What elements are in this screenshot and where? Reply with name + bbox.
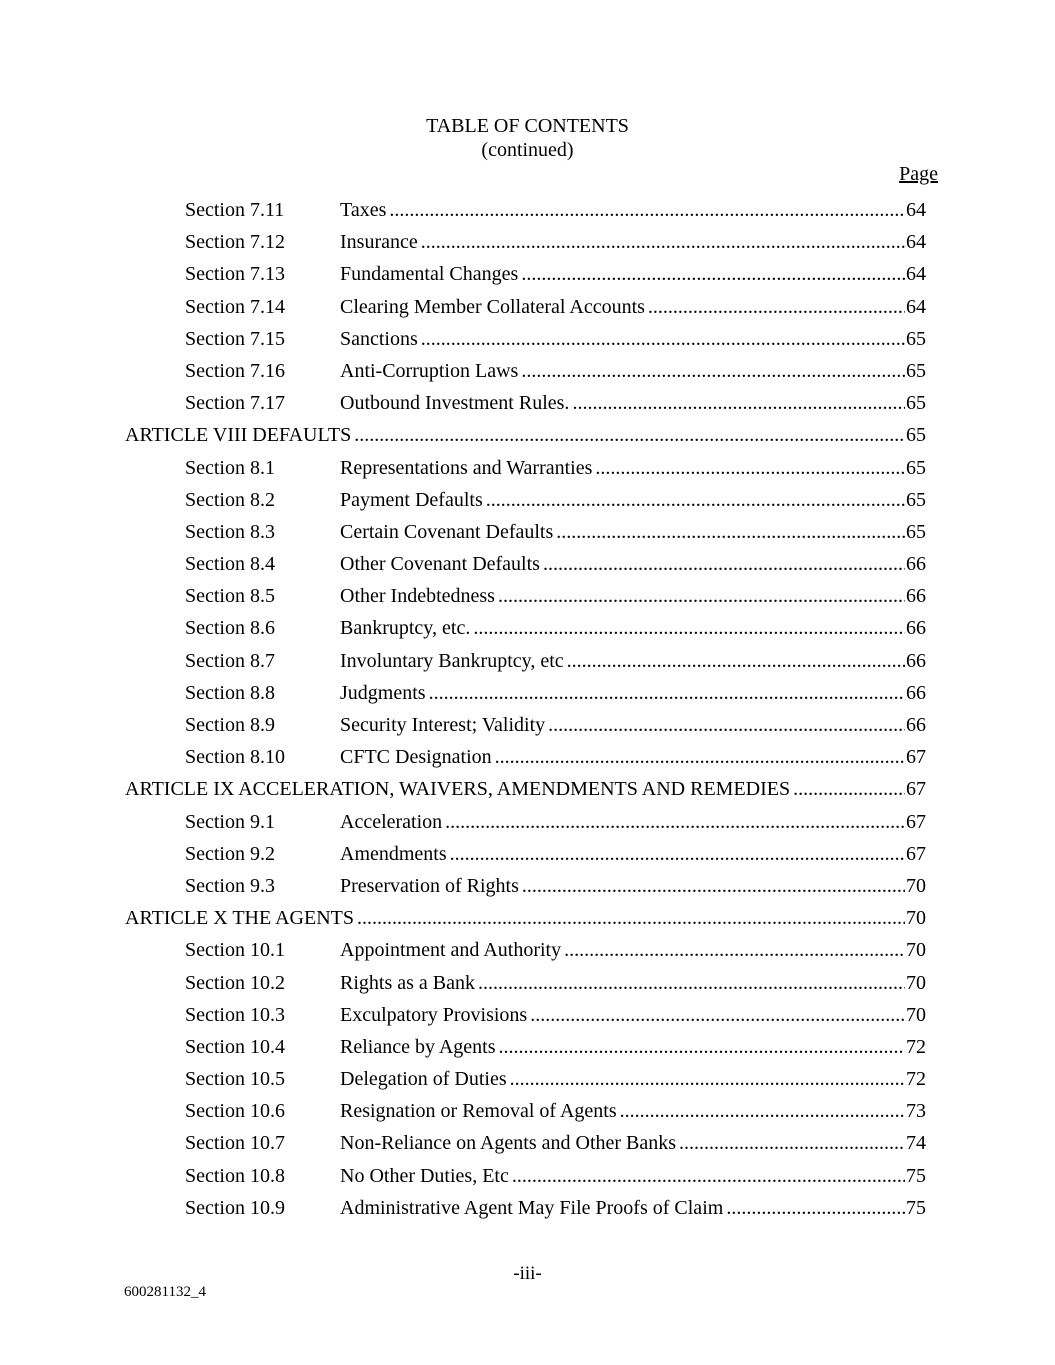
toc-entry (125, 870, 926, 902)
toc-leader-dots (567, 645, 905, 677)
toc-entry-title: Outbound Investment Rules. (340, 392, 570, 415)
toc-leader-dots (595, 452, 905, 484)
toc-entry-page-number: 72 (906, 1068, 926, 1091)
toc-leader-dots (512, 1160, 905, 1192)
toc-entry-section-label: Section 7.11 (185, 199, 285, 221)
toc-entry-page-number: 64 (906, 231, 926, 254)
toc-entry-page-number: 70 (906, 907, 926, 930)
toc-entry-title: Rights as a Bank (340, 971, 475, 994)
toc-entry-section-label: Section 10.4 (185, 1035, 285, 1058)
toc-entry (125, 709, 926, 741)
toc-entry-page-number: 65 (906, 359, 926, 382)
toc-entry-page-number: 70 (906, 971, 926, 994)
toc-entry (125, 1192, 926, 1224)
toc-entry (125, 355, 926, 387)
toc-entry-title: Bankruptcy, etc. (340, 617, 471, 640)
toc-leader-dots (548, 709, 905, 741)
toc-leader-dots (389, 194, 905, 226)
toc-entry (125, 902, 926, 934)
toc-entry-title: Other Covenant Defaults (340, 553, 540, 576)
toc-entry (125, 580, 926, 612)
toc-entry (125, 741, 926, 773)
toc-entry-page-number: 66 (906, 714, 926, 736)
toc-leader-dots (498, 580, 905, 612)
toc-entry-page-number: 75 (906, 1196, 926, 1219)
toc-leader-dots (521, 355, 905, 387)
toc-entry-page-number: 66 (906, 585, 926, 608)
toc-entry (125, 773, 926, 805)
toc-entry (125, 194, 926, 226)
toc-entry-page-number: 65 (906, 488, 926, 511)
toc-entry-title: Certain Covenant Defaults (340, 520, 554, 543)
footer-document-number: 600281132_4 (124, 1284, 206, 1300)
toc-leader-dots (572, 387, 905, 419)
toc-entry (125, 484, 926, 516)
toc-entry-title: Delegation of Duties (340, 1068, 507, 1091)
toc-entry (125, 1160, 926, 1192)
toc-leader-dots (421, 226, 905, 258)
toc-entry (125, 645, 926, 677)
toc-leader-dots (530, 999, 905, 1031)
toc-leader-dots (450, 838, 905, 870)
toc-leader-dots (499, 1031, 905, 1063)
toc-entry (125, 452, 926, 484)
toc-entry-section-label: Section 10.6 (185, 1100, 285, 1123)
toc-entry (125, 612, 926, 644)
toc-entry (125, 226, 926, 258)
toc-entry (125, 1031, 926, 1063)
toc-entry-section-label: Section 8.2 (185, 488, 275, 511)
toc-entry-title: Representations and Warranties (340, 456, 593, 479)
toc-entry-title: Exculpatory Provisions (340, 1003, 528, 1026)
toc-entry-page-number: 70 (906, 874, 926, 897)
toc-entry-page-number: 64 (906, 295, 926, 318)
toc-entry (125, 387, 926, 419)
toc-entry-title: Resignation or Removal of Agents (340, 1100, 617, 1123)
toc-leader-dots (445, 806, 905, 838)
toc-entry-title: CFTC Designation (340, 746, 492, 769)
toc-entry (125, 419, 926, 451)
document-header (0, 114, 1055, 162)
toc-subtitle: (continued) (481, 139, 574, 161)
toc-entry-title: Involuntary Bankruptcy, etc (340, 649, 564, 672)
toc-leader-dots (429, 677, 905, 709)
toc-leader-dots (793, 773, 905, 805)
toc-entry-section-label: Section 8.6 (185, 617, 275, 640)
toc-entry-page-number: 73 (906, 1100, 926, 1123)
toc-leader-dots (486, 484, 905, 516)
toc-entry-title: Acceleration (340, 810, 443, 833)
toc-entry-section-label: Section 8.4 (185, 553, 275, 576)
toc-entry-section-label: Section 8.5 (185, 585, 275, 608)
toc-entry-section-label: Section 10.5 (185, 1068, 285, 1091)
toc-leader-dots (726, 1192, 905, 1224)
toc-entry-page-number: 64 (906, 199, 926, 221)
toc-entry-title: Administrative Agent May File Proofs of Claim (340, 1196, 724, 1219)
toc-entry-title: Insurance (340, 231, 418, 254)
toc-entry-page-number: 74 (906, 1132, 926, 1155)
toc-entry-title: Taxes (340, 199, 387, 221)
toc-entry (125, 967, 926, 999)
toc-entry-page-number: 67 (906, 778, 926, 801)
toc-entry-page-number: 65 (906, 520, 926, 543)
toc-leader-dots (354, 419, 905, 451)
toc-entry-title: No Other Duties, Etc (340, 1164, 509, 1187)
toc-leader-dots (522, 870, 905, 902)
toc-entry-page-number: 66 (906, 553, 926, 576)
toc-entry-title: Clearing Member Collateral Accounts (340, 295, 645, 318)
toc-list (125, 194, 926, 1224)
toc-entry-section-label: Section 8.9 (185, 714, 275, 736)
toc-entry-section-label: Section 10.7 (185, 1132, 285, 1155)
toc-leader-dots (421, 323, 905, 355)
toc-entry-section-label: Section 10.9 (185, 1196, 285, 1219)
toc-entry (125, 291, 926, 323)
toc-entry-title: ARTICLE IX ACCELERATION, WAIVERS, AMENDMENTS AND REMEDIES (125, 778, 791, 801)
toc-entry (125, 999, 926, 1031)
toc-leader-dots (521, 258, 905, 290)
toc-entry-section-label: Section 10.8 (185, 1164, 285, 1187)
toc-entry-page-number: 67 (906, 842, 926, 865)
toc-entry-section-label: Section 9.1 (185, 810, 275, 833)
toc-entry-page-number: 66 (906, 681, 926, 704)
toc-entry-section-label: Section 8.3 (185, 520, 275, 543)
toc-entry (125, 516, 926, 548)
toc-entry-page-number: 67 (906, 746, 926, 769)
toc-entry-page-number: 65 (906, 392, 926, 415)
toc-entry (125, 1063, 926, 1095)
toc-entry-title: Other Indebtedness (340, 585, 495, 608)
toc-leader-dots (648, 291, 905, 323)
page-column-label: Page (899, 163, 938, 185)
toc-leader-dots (564, 934, 905, 966)
toc-entry-title: Reliance by Agents (340, 1035, 496, 1058)
toc-entry-page-number: 65 (906, 327, 926, 350)
toc-entry-section-label: Section 8.1 (185, 456, 275, 479)
toc-entry-section-label: Section 10.2 (185, 971, 285, 994)
toc-entry-title: Security Interest; Validity (340, 714, 546, 736)
toc-entry (125, 323, 926, 355)
toc-entry-page-number: 70 (906, 939, 926, 962)
toc-entry-section-label: Section 8.10 (185, 746, 285, 769)
toc-entry-page-number: 65 (906, 456, 926, 479)
toc-entry (125, 677, 926, 709)
toc-entry-title: Preservation of Rights (340, 874, 519, 897)
toc-entry-title: Anti-Corruption Laws (340, 359, 519, 382)
toc-entry (125, 806, 926, 838)
toc-entry (125, 258, 926, 290)
toc-entry-title: Judgments (340, 681, 426, 704)
toc-entry-page-number: 75 (906, 1164, 926, 1187)
toc-entry-page-number: 66 (906, 649, 926, 672)
toc-entry-section-label: Section 7.12 (185, 231, 285, 254)
toc-entry-section-label: Section 7.13 (185, 263, 285, 286)
toc-entry-title: Fundamental Changes (340, 263, 519, 286)
toc-entry (125, 934, 926, 966)
toc-entry-page-number: 66 (906, 617, 926, 640)
toc-leader-dots (478, 967, 905, 999)
toc-entry (125, 1095, 926, 1127)
toc-entry (125, 1127, 926, 1159)
toc-entry-title: Appointment and Authority (340, 939, 562, 962)
toc-entry-section-label: Section 7.17 (185, 392, 285, 415)
toc-title: TABLE OF CONTENTS (426, 115, 629, 137)
toc-entry-section-label: Section 7.15 (185, 327, 285, 350)
toc-entry-page-number: 72 (906, 1035, 926, 1058)
toc-entry-section-label: Section 10.3 (185, 1003, 285, 1026)
toc-leader-dots (495, 741, 905, 773)
toc-entry-title: Sanctions (340, 327, 418, 350)
toc-entry-section-label: Section 8.7 (185, 649, 275, 672)
toc-entry-section-label: Section 7.14 (185, 295, 285, 318)
toc-entry-page-number: 65 (906, 424, 926, 447)
footer-page-number: -iii- (513, 1263, 542, 1284)
toc-entry-section-label: Section 8.8 (185, 681, 275, 704)
toc-entry-page-number: 64 (906, 263, 926, 286)
toc-entry-page-number: 67 (906, 810, 926, 833)
toc-entry (125, 838, 926, 870)
toc-leader-dots (679, 1127, 905, 1159)
toc-entry-section-label: Section 9.2 (185, 842, 275, 865)
toc-entry-title: Non-Reliance on Agents and Other Banks (340, 1132, 677, 1155)
toc-leader-dots (510, 1063, 905, 1095)
toc-entry (125, 548, 926, 580)
toc-leader-dots (473, 612, 905, 644)
toc-leader-dots (357, 902, 905, 934)
toc-entry-title: Payment Defaults (340, 488, 483, 511)
toc-leader-dots (543, 548, 905, 580)
toc-entry-title: ARTICLE VIII DEFAULTS (125, 424, 352, 447)
toc-leader-dots (620, 1095, 905, 1127)
toc-entry-section-label: Section 7.16 (185, 359, 285, 382)
toc-entry-section-label: Section 9.3 (185, 874, 275, 897)
toc-entry-title: ARTICLE X THE AGENTS (125, 907, 354, 930)
toc-leader-dots (556, 516, 905, 548)
toc-entry-page-number: 70 (906, 1003, 926, 1026)
toc-entry-section-label: Section 10.1 (185, 939, 285, 962)
toc-entry-title: Amendments (340, 842, 447, 865)
